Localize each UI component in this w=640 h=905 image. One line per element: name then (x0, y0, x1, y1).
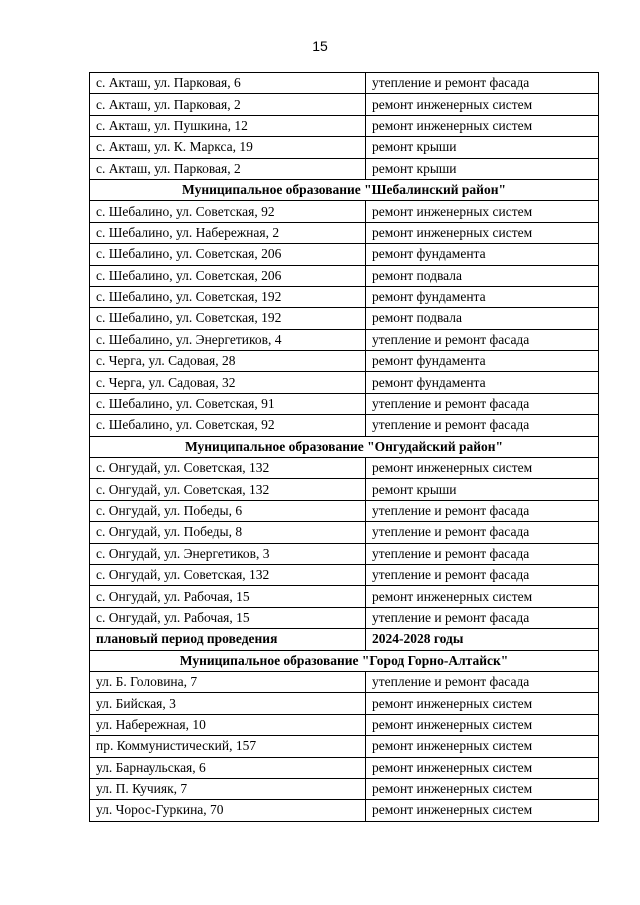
work-type-cell: утепление и ремонт фасада (366, 73, 599, 94)
address-cell: с. Шебалино, ул. Советская, 192 (90, 308, 366, 329)
table-row (90, 73, 599, 94)
address-cell: с. Онгудай, ул. Советская, 132 (90, 458, 366, 479)
address-cell: с. Онгудай, ул. Советская, 132 (90, 479, 366, 500)
address-cell: с. Акташ, ул. К. Маркса, 19 (90, 137, 366, 158)
work-type-cell: утепление и ремонт фасада (366, 607, 599, 628)
address-cell: ул. Б. Головина, 7 (90, 671, 366, 692)
table-row (90, 351, 599, 372)
table-row (90, 329, 599, 350)
table-row (90, 479, 599, 500)
work-type-cell: ремонт крыши (366, 158, 599, 179)
table-row (90, 564, 599, 585)
address-cell: с. Шебалино, ул. Советская, 91 (90, 393, 366, 414)
table-row (90, 736, 599, 757)
work-type-cell: ремонт подвала (366, 265, 599, 286)
section-header-row (90, 179, 599, 200)
address-cell: с. Онгудай, ул. Победы, 6 (90, 500, 366, 521)
address-cell: ул. П. Кучияк, 7 (90, 778, 366, 799)
work-type-cell: утепление и ремонт фасада (366, 415, 599, 436)
work-type-cell: ремонт инженерных систем (366, 693, 599, 714)
table-row (90, 115, 599, 136)
address-cell: с. Шебалино, ул. Советская, 192 (90, 286, 366, 307)
address-cell: ул. Набережная, 10 (90, 714, 366, 735)
address-cell: с. Шебалино, ул. Советская, 92 (90, 415, 366, 436)
address-cell: с. Черга, ул. Садовая, 32 (90, 372, 366, 393)
table-row (90, 244, 599, 265)
address-cell: с. Акташ, ул. Парковая, 2 (90, 94, 366, 115)
table-row (90, 158, 599, 179)
address-cell: с. Онгудай, ул. Рабочая, 15 (90, 607, 366, 628)
work-type-cell: 2024-2028 годы (366, 629, 599, 650)
table-row (90, 286, 599, 307)
section-header-row (90, 650, 599, 671)
address-cell: пр. Коммунистический, 157 (90, 736, 366, 757)
work-type-cell: ремонт инженерных систем (366, 714, 599, 735)
work-type-cell: ремонт инженерных систем (366, 222, 599, 243)
work-type-cell: утепление и ремонт фасада (366, 329, 599, 350)
work-type-cell: ремонт крыши (366, 479, 599, 500)
address-work-table (89, 72, 599, 822)
work-type-cell: ремонт фундамента (366, 351, 599, 372)
work-type-cell: ремонт фундамента (366, 286, 599, 307)
address-cell: ул. Чорос-Гуркина, 70 (90, 800, 366, 821)
section-title: Муниципальное образование "Шебалинский район" (90, 179, 599, 200)
address-cell: с. Шебалино, ул. Набережная, 2 (90, 222, 366, 243)
work-type-cell: ремонт инженерных систем (366, 778, 599, 799)
table-row (90, 693, 599, 714)
table-row (90, 137, 599, 158)
section-title: Муниципальное образование "Город Горно-Алтайск" (90, 650, 599, 671)
work-type-cell: утепление и ремонт фасада (366, 564, 599, 585)
table-row (90, 222, 599, 243)
address-cell: с. Акташ, ул. Парковая, 2 (90, 158, 366, 179)
address-cell: с. Шебалино, ул. Советская, 206 (90, 244, 366, 265)
section-title: Муниципальное образование "Онгудайский район" (90, 436, 599, 457)
work-type-cell: ремонт инженерных систем (366, 458, 599, 479)
table-row (90, 393, 599, 414)
address-cell: с. Черга, ул. Садовая, 28 (90, 351, 366, 372)
address-cell: с. Онгудай, ул. Советская, 132 (90, 564, 366, 585)
address-cell: с. Шебалино, ул. Советская, 92 (90, 201, 366, 222)
table-row (90, 500, 599, 521)
work-type-cell: утепление и ремонт фасада (366, 393, 599, 414)
table-row (90, 543, 599, 564)
table-row (90, 94, 599, 115)
address-cell: с. Онгудай, ул. Победы, 8 (90, 522, 366, 543)
work-type-cell: утепление и ремонт фасада (366, 543, 599, 564)
work-type-cell: ремонт крыши (366, 137, 599, 158)
work-type-cell: ремонт фундамента (366, 244, 599, 265)
address-cell: с. Шебалино, ул. Энергетиков, 4 (90, 329, 366, 350)
work-type-cell: утепление и ремонт фасада (366, 522, 599, 543)
work-type-cell: ремонт инженерных систем (366, 800, 599, 821)
work-type-cell: утепление и ремонт фасада (366, 500, 599, 521)
address-cell: с. Акташ, ул. Парковая, 6 (90, 73, 366, 94)
address-cell: с. Акташ, ул. Пушкина, 12 (90, 115, 366, 136)
table-row (90, 714, 599, 735)
table-row (90, 522, 599, 543)
address-cell: с. Шебалино, ул. Советская, 206 (90, 265, 366, 286)
table-body (90, 73, 599, 822)
table-row (90, 757, 599, 778)
work-type-cell: утепление и ремонт фасада (366, 671, 599, 692)
table-row (90, 265, 599, 286)
address-cell: плановый период проведения (90, 629, 366, 650)
address-cell: с. Онгудай, ул. Энергетиков, 3 (90, 543, 366, 564)
work-type-cell: ремонт инженерных систем (366, 94, 599, 115)
table-row (90, 607, 599, 628)
table-row (90, 458, 599, 479)
address-cell: с. Онгудай, ул. Рабочая, 15 (90, 586, 366, 607)
work-type-cell: ремонт инженерных систем (366, 115, 599, 136)
page-number: 15 (312, 38, 328, 54)
work-type-cell: ремонт подвала (366, 308, 599, 329)
address-cell: ул. Бийская, 3 (90, 693, 366, 714)
work-type-cell: ремонт инженерных систем (366, 757, 599, 778)
table-row (90, 586, 599, 607)
work-type-cell: ремонт инженерных систем (366, 201, 599, 222)
work-type-cell: ремонт фундамента (366, 372, 599, 393)
table-row (90, 671, 599, 692)
work-type-cell: ремонт инженерных систем (366, 586, 599, 607)
table-row (90, 800, 599, 821)
table-row (90, 372, 599, 393)
table-row (90, 201, 599, 222)
planning-period-row (90, 629, 599, 650)
table-row (90, 308, 599, 329)
work-type-cell: ремонт инженерных систем (366, 736, 599, 757)
address-cell: ул. Барнаульская, 6 (90, 757, 366, 778)
section-header-row (90, 436, 599, 457)
table-row (90, 415, 599, 436)
table-row (90, 778, 599, 799)
